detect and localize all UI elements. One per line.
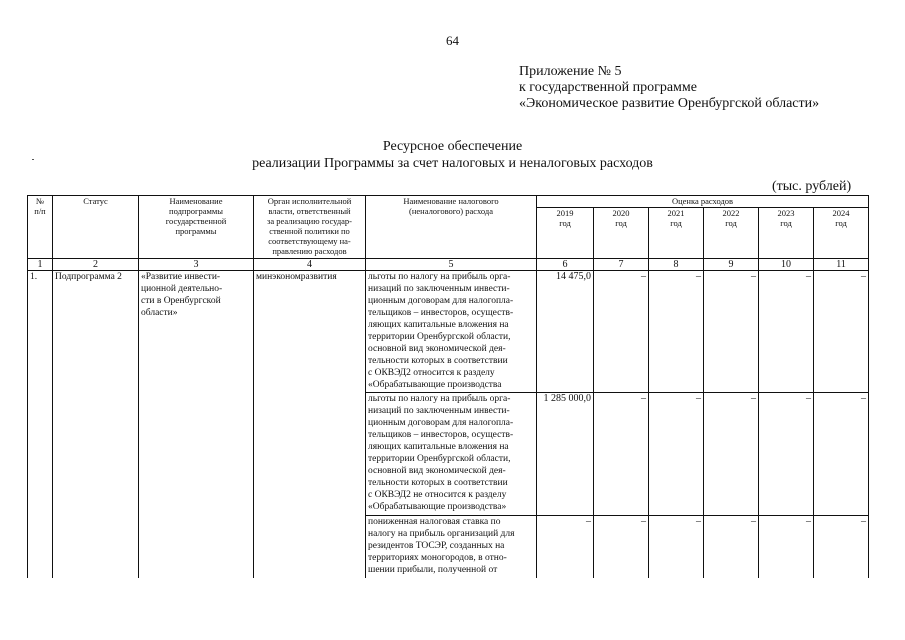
header-authority: Орган исполнительной власти, ответственный за реализацию государ- ственной политики по соответствующему на- правлению расходов — [254, 196, 366, 259]
expense-value: – — [759, 393, 814, 516]
resource-table — [27, 195, 869, 578]
expense-value: – — [759, 271, 814, 393]
header-year: 2019 год — [537, 208, 594, 259]
header-status: Статус — [53, 196, 139, 259]
document-title — [0, 138, 905, 172]
column-number: 10 — [759, 259, 814, 271]
page-number: 64 — [446, 33, 459, 48]
expense-value: – — [814, 393, 869, 516]
header-year: 2024 год — [814, 208, 869, 259]
expense-value: – — [594, 393, 649, 516]
column-number: 3 — [139, 259, 254, 271]
expense-name: пониженная налоговая ставка по налогу на прибыль организаций для резидентов ТОСЭР, созданных на территориях моногородов, в отно- шении прибыли, полученной от — [366, 516, 537, 578]
appendix-line-2: к государственной программе — [519, 80, 697, 95]
column-number: 4 — [254, 259, 366, 271]
header-year: 2022 год — [704, 208, 759, 259]
expense-name: льготы по налогу на прибыль орга- низаций по заключенным инвести- ционным договорам для налогопла- тельщиков – инвесторов, осуществ- ляющих капитальные вложения на территории Оренбургской области, основной вид экономической дея- тельности которых в соответствии с ОКВЭД2 не относится к разделу «Обрабатывающие производства» — [366, 393, 537, 516]
expense-value: 1 285 000,0 — [537, 393, 594, 516]
header-estimate: Оценка расходов — [537, 196, 869, 208]
row-subprogram: «Развитие инвести- ционной деятельно- сти в Оренбургской области» — [139, 271, 254, 578]
expense-value: – — [814, 516, 869, 578]
title-line-1: Ресурсное обеспечение — [382, 139, 523, 154]
appendix-caption — [519, 64, 819, 112]
header-year: 2021 год — [649, 208, 704, 259]
expense-value: – — [594, 271, 649, 393]
expense-value: – — [704, 271, 759, 393]
row-number: 1. — [28, 271, 53, 578]
expense-name: льготы по налогу на прибыль орга- низаций по заключенным инвести- ционным договорам для налогопла- тельщиков – инвесторов, осуществ- ляющих капитальные вложения на территории Оренбургской области, основной вид экономической дея- тельности которых в соответствии с ОКВЭД2 относится к разделу «Обрабатывающие производства — [366, 271, 537, 393]
expense-value: – — [649, 271, 704, 393]
expense-value: – — [759, 516, 814, 578]
expense-value: – — [704, 393, 759, 516]
column-number: 5 — [366, 259, 537, 271]
appendix-line-1: Приложение № 5 — [519, 64, 622, 79]
column-number: 9 — [704, 259, 759, 271]
title-line-2: реализации Программы за счет налоговых и неналоговых расходов — [252, 156, 653, 171]
expense-value: – — [649, 516, 704, 578]
expense-value: – — [537, 516, 594, 578]
row-status: Подпрограмма 2 — [53, 271, 139, 578]
header-expense-name: Наименование налогового (неналогового) расхода — [366, 196, 537, 259]
column-number: 6 — [537, 259, 594, 271]
row-authority: минэкономразвития — [254, 271, 366, 578]
header-year: 2023 год — [759, 208, 814, 259]
header-num: № п/п — [28, 196, 53, 259]
expense-value: – — [649, 393, 704, 516]
column-number: 8 — [649, 259, 704, 271]
appendix-line-3: «Экономическое развитие Оренбургской области» — [519, 96, 820, 111]
column-number: 11 — [814, 259, 869, 271]
expense-value: – — [704, 516, 759, 578]
units-label: (тыс. рублей) — [772, 179, 852, 194]
header-year: 2020 год — [594, 208, 649, 259]
column-number: 2 — [53, 259, 139, 271]
expense-value: 14 475,0 — [537, 271, 594, 393]
header-subprogram: Наименование подпрограммы государственной программы — [139, 196, 254, 259]
column-number: 1 — [28, 259, 53, 271]
expense-value: – — [594, 516, 649, 578]
expense-value: – — [814, 271, 869, 393]
table-row — [28, 271, 869, 393]
column-number: 7 — [594, 259, 649, 271]
